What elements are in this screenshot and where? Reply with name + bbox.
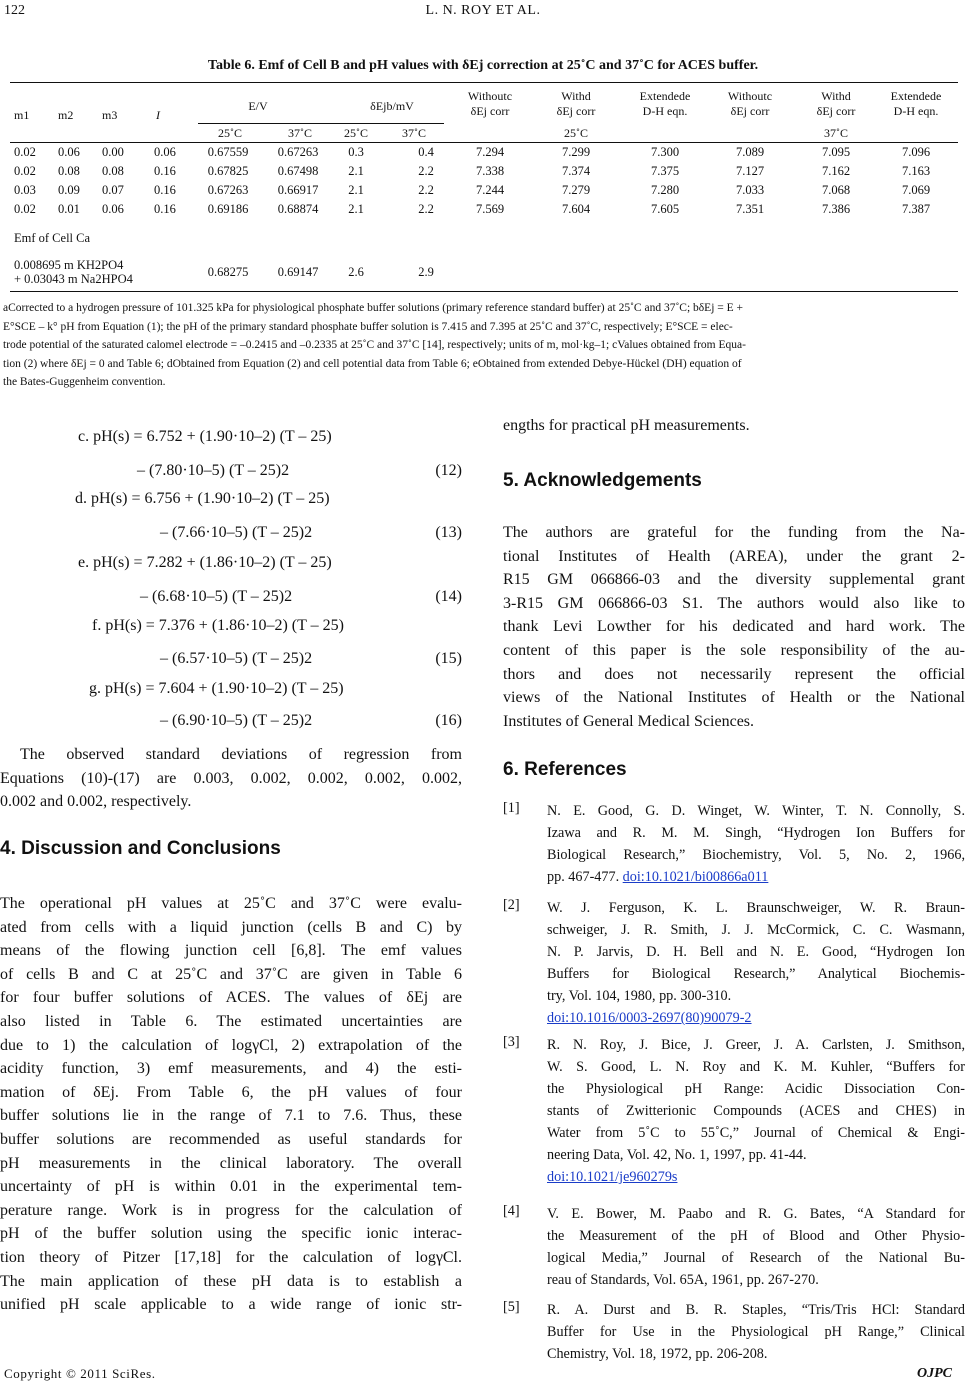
equation-line bbox=[0, 428, 462, 452]
text-line: tional Institutes of Health (AREA), under the grant 2- bbox=[503, 547, 965, 565]
reference-number: [2] bbox=[503, 897, 520, 913]
table-cell: 7.294 bbox=[475, 145, 505, 159]
table-cell: 0.07 bbox=[102, 183, 124, 197]
header-corr-with-37: δEj corr bbox=[816, 104, 856, 118]
header-dej-25: 25˚C bbox=[344, 126, 368, 140]
table-cell: 2.2 bbox=[418, 202, 434, 216]
equation-number: (16) bbox=[435, 712, 462, 729]
cell-c-composition-2: + 0.03043 m Na2HPO4 bbox=[14, 272, 133, 286]
text-line: also listed in Table 6. The estimated uncertainties are bbox=[0, 1012, 462, 1030]
table-cell: 0.4 bbox=[418, 145, 434, 159]
header-corr-with-25: δEj corr bbox=[556, 104, 596, 118]
equation-number: (13) bbox=[435, 524, 462, 541]
cell-c-dej25: 2.6 bbox=[348, 265, 364, 279]
text-line: Izawa and R. M. M. Singh, “Hydrogen Ion Buffers for bbox=[547, 825, 965, 841]
table-cell: 0.08 bbox=[102, 164, 124, 178]
table-cell: 7.127 bbox=[735, 164, 765, 178]
equation-line bbox=[0, 462, 462, 486]
table-cell: 7.604 bbox=[561, 202, 591, 216]
copyright-notice: Copyright © 2011 SciRes. bbox=[4, 1366, 156, 1381]
text-line: pp. 467-477. bbox=[547, 869, 623, 885]
header-extended-25: Extendede bbox=[639, 89, 691, 103]
text-line: Water from 5˚C to 55˚C,” Journal of Chemical & Engi- bbox=[547, 1125, 965, 1141]
table-cell: 0.06 bbox=[58, 145, 80, 159]
text-line: Institutes of General Medical Sciences. bbox=[503, 712, 755, 730]
header-without-37: Withoutc bbox=[727, 89, 773, 103]
header-emf: E/V bbox=[248, 99, 268, 113]
header-e-37: 37˚C bbox=[288, 126, 312, 140]
table-footnotes bbox=[3, 299, 963, 392]
text-line: of cells B and C at 25˚C and 37˚C are given in Table 6 bbox=[0, 965, 462, 983]
table-cell: 0.00 bbox=[102, 145, 124, 159]
table-cell: 7.605 bbox=[650, 202, 680, 216]
equation-text: – (7.80·10–5) (T – 25)2 bbox=[137, 462, 290, 479]
text-line: Chemistry, Vol. 18, 1972, pp. 206-208. bbox=[547, 1346, 768, 1362]
header-m1: m1 bbox=[14, 108, 30, 122]
header-corr-without-25: δEj corr bbox=[470, 104, 510, 118]
table-cell: 0.69186 bbox=[207, 202, 249, 216]
table-cell: 7.068 bbox=[821, 183, 851, 197]
table-bottom-rule bbox=[10, 291, 958, 292]
text-line: R. N. Roy, J. Bice, J. Greer, J. A. Carlsten, J. Smithson, bbox=[547, 1037, 965, 1053]
table-cell: 0.66917 bbox=[277, 183, 319, 197]
equation-line bbox=[0, 712, 462, 736]
equation-line bbox=[0, 524, 462, 548]
table-cell: 0.02 bbox=[14, 145, 36, 159]
text-line: W. J. Ferguson, K. L. Braunschweiger, W. R. Braun- bbox=[547, 900, 965, 916]
table-cell: 2.1 bbox=[348, 183, 364, 197]
cell-c-e25: 0.68275 bbox=[207, 265, 249, 279]
section-heading-acknowledgements: 5. Acknowledgements bbox=[503, 470, 702, 491]
header-dh-37: D-H eqn. bbox=[893, 104, 939, 118]
text-line: The observed standard deviations of regression from bbox=[20, 746, 462, 763]
table-cell: 0.3 bbox=[348, 145, 364, 159]
text-line: uncertainty of pH is within 0.01 in the experimental tem- bbox=[0, 1178, 462, 1196]
table-cell: 7.162 bbox=[821, 164, 851, 178]
reference-number: [5] bbox=[503, 1299, 520, 1315]
table-cell: 0.16 bbox=[154, 164, 176, 178]
table-cell: 0.06 bbox=[102, 202, 124, 216]
table-cell: 0.67559 bbox=[207, 145, 249, 159]
section-heading-references: 6. References bbox=[503, 759, 627, 780]
paragraph-discussion bbox=[0, 892, 462, 1317]
table-cell: 7.300 bbox=[650, 145, 680, 159]
header-with-37: Withd bbox=[821, 89, 851, 103]
table-cell: 7.374 bbox=[561, 164, 591, 178]
text-line: neering Data, Vol. 42, No. 1, 1997, pp. 41-44. bbox=[547, 1147, 807, 1163]
footnote-line: trode potential of the saturated calomel electrode = –0.2415 and –0.2335 at 25˚C and 37˚C [14], respectively; units of m, mol·kg–1; cValues obtained from Equa- bbox=[3, 339, 746, 351]
table-cell: 7.095 bbox=[821, 145, 851, 159]
text-line: R. A. Durst and B. R. Staples, “Tris/Tris HCl: Standard bbox=[547, 1302, 965, 1318]
table-cell: 0.16 bbox=[154, 183, 176, 197]
equation-text: – (6.57·10–5) (T – 25)2 bbox=[160, 650, 313, 667]
table-cell: 7.375 bbox=[650, 164, 680, 178]
table-cell: 0.67263 bbox=[277, 145, 319, 159]
equation-text: c. pH(s) = 6.752 + (1.90·10–2) (T – 25) bbox=[78, 428, 332, 445]
text-line: thors and does not necessarily represent the official bbox=[503, 665, 965, 683]
text-line: for four buffer solutions of ACES. The values of δEj are bbox=[0, 989, 462, 1007]
text-line: The authors are grateful for the funding from the Na- bbox=[503, 524, 965, 541]
equation-text: d. pH(s) = 6.756 + (1.90·10–2) (T – 25) bbox=[75, 490, 330, 507]
table-cell: 7.299 bbox=[561, 145, 591, 159]
table-top-rule bbox=[10, 82, 958, 83]
table-cell: 0.03 bbox=[14, 183, 36, 197]
cell-c-e37: 0.69147 bbox=[277, 265, 319, 279]
table-cell: 0.01 bbox=[58, 202, 80, 216]
text-line: W. S. Good, L. N. Roy and K. M. Kuhler, “Buffers for bbox=[547, 1059, 965, 1075]
equation-line bbox=[0, 554, 462, 578]
header-ph-37: 37˚C bbox=[824, 126, 848, 140]
text-line: 3-R15 GM 066866-03 S1. The authors would also like to bbox=[503, 594, 965, 612]
header-m3: m3 bbox=[102, 108, 118, 122]
doi-link[interactable]: doi:10.1021/bi00866a011 bbox=[622, 869, 769, 885]
text-line: engths for practical pH measurements. bbox=[503, 417, 750, 434]
equation-text: e. pH(s) = 7.282 + (1.86·10–2) (T – 25) bbox=[78, 554, 332, 571]
text-line: pH of the buffer solution using the specific ionic interac- bbox=[0, 1225, 462, 1243]
table-cell: 7.033 bbox=[735, 183, 765, 197]
equation-line bbox=[0, 588, 462, 612]
footnote-line: the Bates-Guggenheim convention. bbox=[3, 376, 166, 388]
table-cell: 7.089 bbox=[735, 145, 765, 159]
header-e-25: 25˚C bbox=[218, 126, 242, 140]
text-line: Buffer for Use in the Physiological pH Range,” Clinical bbox=[547, 1324, 965, 1340]
text-line: logical Media,” Journal of Research of the National Bu- bbox=[547, 1250, 965, 1266]
reference-number: [3] bbox=[503, 1034, 520, 1050]
text-line: buffer solutions are recommended as useful standards for bbox=[0, 1130, 462, 1148]
header-dej-37: 37˚C bbox=[402, 126, 426, 140]
header-extended-37: Extendede bbox=[890, 89, 942, 103]
text-line: 0.002 and 0.002, respectively. bbox=[0, 793, 192, 811]
text-line: R15 GM 066866-03 and the diversity supplemental grant bbox=[503, 571, 965, 589]
table-cell: 7.387 bbox=[901, 202, 931, 216]
equation-text: f. pH(s) = 7.376 + (1.86·10–2) (T – 25) bbox=[92, 617, 344, 634]
text-line: due to 1) the calculation of logγCl, 2) extrapolation of the bbox=[0, 1036, 462, 1054]
text-line: V. E. Bower, M. Paabo and R. G. Bates, “A Standard for bbox=[547, 1206, 965, 1222]
equation-text: – (6.90·10–5) (T – 25)2 bbox=[160, 712, 313, 729]
equation-line bbox=[0, 680, 462, 704]
text-line: reau of Standards, Vol. 65A, 1961, pp. 267-270. bbox=[547, 1272, 819, 1288]
text-line: N. P. Jarvis, D. H. Bell and N. E. Good, “Hydrogen Ion bbox=[547, 944, 965, 960]
footnote-line: E°SCE – k° pH from Equation (1); the pH of the primary standard phosphate buffer solution is 7.415 and 7.395 at 25˚C and 37˚C, respectively; E°SCE = elec- bbox=[3, 320, 733, 333]
table-cell: 7.244 bbox=[475, 183, 505, 197]
doi-link[interactable]: doi:10.1021/je960279s bbox=[547, 1169, 678, 1185]
equation-number: (15) bbox=[435, 650, 462, 667]
text-line: try, Vol. 104, 1980, pp. 300-310. bbox=[547, 988, 732, 1004]
text-line: Equations (10)-(17) are 0.003, 0.002, 0.002, 0.002, 0.002, bbox=[0, 769, 462, 787]
table-cell: 7.279 bbox=[561, 183, 591, 197]
table-cell: 0.68874 bbox=[277, 202, 319, 216]
reference-number: [4] bbox=[503, 1203, 520, 1219]
table-cell: 0.08 bbox=[58, 164, 80, 178]
text-line: acidity function, 3) emf measurements, and 4) the esti- bbox=[0, 1060, 462, 1078]
table-cell: 0.67825 bbox=[207, 164, 249, 178]
equation-line bbox=[0, 617, 462, 641]
equation-number: (12) bbox=[435, 462, 462, 479]
table-cell: 7.069 bbox=[901, 183, 931, 197]
table-cell: 2.1 bbox=[348, 164, 364, 178]
text-line: tion theory of Pitzer [17,18] for the calculation of logγCl. bbox=[0, 1248, 462, 1266]
table-subheader-rule bbox=[198, 123, 444, 124]
text-line: pH measurements in the clinical laboratory. The overall bbox=[0, 1154, 462, 1172]
text-line: schweiger, J. R. Smith, J. J. McCormick, C. C. Wasmann, bbox=[547, 922, 965, 938]
running-head: L. N. ROY ET AL. bbox=[425, 3, 541, 18]
equation-number: (14) bbox=[435, 588, 462, 605]
table-cell: 0.16 bbox=[154, 202, 176, 216]
equation-line bbox=[0, 490, 462, 514]
text-line: views of the National Institutes of Health or the National bbox=[503, 689, 965, 707]
text-line: the Physiological pH Range: Acidic Dissociation Con- bbox=[547, 1081, 965, 1097]
footnote-line: aCorrected to a hydrogen pressure of 101.325 kPa for physiological phosphate buffer solutions (primary reference standard buffer) at 25˚C and 37˚C; bδEj = E + bbox=[3, 302, 744, 314]
table-cell: 2.1 bbox=[348, 202, 364, 216]
text-line: buffer solutions lie in the range of 7.1 to 7.6. Thus, these bbox=[0, 1107, 462, 1125]
text-line: mation of δEj. From Table 6, the pH values of four bbox=[0, 1083, 462, 1101]
text-line: unified pH scale applicable to a wide range of ionic str- bbox=[0, 1296, 462, 1314]
paragraph-acknowledgements bbox=[503, 521, 965, 733]
text-line: Biological Research,” Biochemistry, Vol. 5, No. 2, 1966, bbox=[547, 847, 965, 863]
table-cell: 2.2 bbox=[418, 183, 434, 197]
table-header-rule bbox=[10, 142, 958, 143]
footnote-line: tion (2) where δEj = 0 and Table 6; dObtained from Equation (2) and cell potential data from Table 6; eObtained from extended Debye-Hückel (DH) equation of bbox=[3, 357, 742, 370]
table-cell: 2.2 bbox=[418, 164, 434, 178]
table-cell: 0.09 bbox=[58, 183, 80, 197]
table-cell: 0.02 bbox=[14, 164, 36, 178]
paragraph-continued bbox=[503, 414, 965, 438]
data-table bbox=[10, 82, 958, 292]
text-line: stants of Zwitterionic Compounds (ACES and CHES) in bbox=[547, 1103, 965, 1119]
table-cell: 7.351 bbox=[735, 202, 765, 216]
table-cell: 7.163 bbox=[901, 164, 931, 178]
header-ionic-strength: I bbox=[156, 108, 160, 122]
text-line: N. E. Good, G. D. Winget, W. Winter, T. N. Connolly, S. bbox=[547, 803, 965, 819]
paragraph-deviations bbox=[0, 743, 462, 814]
cell-c-composition-1: 0.008695 m KH2PO4 bbox=[14, 258, 124, 272]
table-cell: 7.096 bbox=[901, 145, 931, 159]
reference-number: [1] bbox=[503, 800, 520, 816]
table-caption: Table 6. Emf of Cell B and pH values with δEj correction at 25˚C and 37˚C for ACES buffer. bbox=[207, 58, 759, 73]
cell-c-label: Emf of Cell Ca bbox=[14, 231, 91, 245]
table-cell: 7.386 bbox=[821, 202, 851, 216]
text-line: content of this paper is the sole responsibility of the au- bbox=[503, 641, 965, 659]
header-m2: m2 bbox=[58, 108, 74, 122]
table-cell: 7.338 bbox=[475, 164, 505, 178]
text-line: The operational pH values at 25˚C and 37˚C were evalu- bbox=[0, 895, 462, 912]
table-cell: 7.569 bbox=[475, 202, 505, 216]
header-corr-without-37: δEj corr bbox=[730, 104, 770, 118]
journal-name: OJPC bbox=[917, 1366, 952, 1381]
equation-line bbox=[0, 650, 462, 674]
text-line: ated from cells with a liquid junction (cells B and C) by bbox=[0, 918, 462, 936]
table-cell: 0.67263 bbox=[207, 183, 249, 197]
text-line: The main application of these pH data is to establish a bbox=[0, 1272, 462, 1290]
header-dh-25: D-H eqn. bbox=[642, 104, 688, 118]
cell-c-dej37: 2.9 bbox=[418, 265, 434, 279]
table-cell: 7.280 bbox=[650, 183, 680, 197]
text-line: perature range. Work is in progress for the calculation of bbox=[0, 1201, 462, 1219]
doi-link[interactable]: doi:10.1016/0003-2697(80)90079-2 bbox=[547, 1010, 752, 1026]
text-line: Buffers for Biological Research,” Analytical Biochemis- bbox=[547, 966, 965, 982]
text-line: thank Levi Lowther for his dedicated and hard work. The bbox=[503, 618, 965, 636]
header-delta-ej: δEjb/mV bbox=[370, 99, 414, 113]
header-ph-25: 25˚C bbox=[564, 126, 588, 140]
equation-text: – (6.68·10–5) (T – 25)2 bbox=[140, 588, 293, 605]
table-cell: 0.67498 bbox=[277, 164, 319, 178]
table-cell: 0.06 bbox=[154, 145, 176, 159]
section-heading-discussion: 4. Discussion and Conclusions bbox=[0, 838, 281, 859]
equation-text: g. pH(s) = 7.604 + (1.90·10–2) (T – 25) bbox=[89, 680, 344, 697]
equation-text: – (7.66·10–5) (T – 25)2 bbox=[160, 524, 313, 541]
header-without-25: Withoutc bbox=[467, 89, 513, 103]
table-cell: 0.02 bbox=[14, 202, 36, 216]
header-with-25: Withd bbox=[561, 89, 591, 103]
text-line: means of the flowing junction cell [6,8]. The emf values bbox=[0, 942, 462, 960]
page-number: 122 bbox=[4, 3, 25, 18]
text-line: the Measurement of the pH of Blood and Other Physio- bbox=[547, 1228, 965, 1244]
